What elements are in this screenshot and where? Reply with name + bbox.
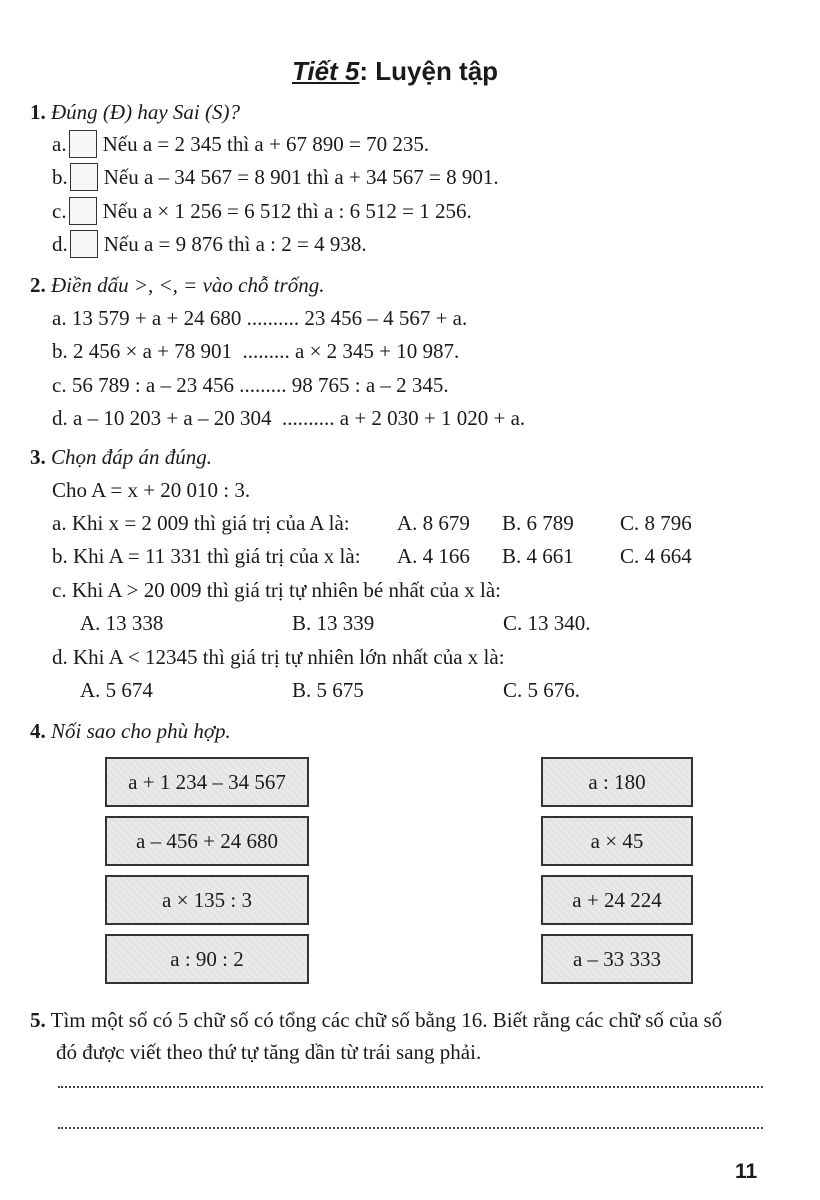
q2-item-label: b. — [52, 339, 68, 363]
q1-item-b — [52, 165, 499, 193]
page-title — [0, 56, 790, 87]
q3-prompt: Chọn đáp án đúng. — [51, 445, 213, 469]
answer-line-2[interactable] — [58, 1127, 763, 1129]
q2-item-c — [52, 373, 449, 398]
match-left-3[interactable]: a × 135 : 3 — [105, 875, 309, 925]
q2-item-label: a. — [52, 306, 67, 330]
q3-given: Cho A = x + 20 010 : 3. — [52, 478, 251, 502]
q2-item-label: c. — [52, 373, 67, 397]
q2-prompt: Điền dấu >, <, = vào chỗ trống. — [51, 273, 325, 297]
q3-b-option-a[interactable]: A. 4 166 — [397, 544, 470, 568]
answer-box[interactable] — [70, 163, 98, 191]
q1-item-label: d. — [52, 232, 68, 256]
q3-heading — [30, 445, 212, 470]
answer-box[interactable] — [69, 197, 97, 225]
q1-item-d — [52, 232, 367, 260]
q5-line1 — [30, 1008, 722, 1033]
q2-item-d — [52, 406, 525, 431]
match-right-1[interactable]: a : 180 — [541, 757, 693, 807]
q5-text-1: Tìm một số có 5 chữ số có tổng các chữ số bằng 16. Biết rằng các chữ số của số — [50, 1008, 723, 1032]
q2-left-expr: 13 579 + a + 24 680 — [71, 306, 242, 330]
q3-c-option-c[interactable]: C. 13 340. — [503, 611, 591, 635]
lesson-name: : Luyện tập — [359, 56, 499, 86]
q3-c-text: c. Khi A > 20 009 thì giá trị tự nhiên bé nhất của x là: — [52, 578, 501, 602]
q3-a-option-b[interactable]: B. 6 789 — [502, 511, 574, 535]
q3-b-option-c[interactable]: C. 4 664 — [620, 544, 692, 568]
q1-item-text: Nếu a × 1 256 = 6 512 thì a : 6 512 = 1 256. — [102, 199, 472, 223]
match-right-3[interactable]: a + 24 224 — [541, 875, 693, 925]
q2-right-expr: a × 2 345 + 10 987. — [295, 339, 460, 363]
answer-box[interactable] — [69, 130, 97, 158]
q2-right-expr: a + 2 030 + 1 020 + a. — [339, 406, 526, 430]
match-left-2[interactable]: a – 456 + 24 680 — [105, 816, 309, 866]
q1-item-a — [52, 132, 429, 160]
q3-d-option-b[interactable]: B. 5 675 — [292, 678, 364, 702]
q4-prompt: Nối sao cho phù hợp. — [51, 719, 231, 743]
q3-b-option-b[interactable]: B. 4 661 — [502, 544, 574, 568]
q3-d-option-a[interactable]: A. 5 674 — [80, 678, 153, 702]
q3-a-option-a[interactable]: A. 8 679 — [397, 511, 470, 535]
q3-a-text: a. Khi x = 2 009 thì giá trị của A là: — [52, 511, 350, 535]
match-right-2[interactable]: a × 45 — [541, 816, 693, 866]
q2-item-a — [52, 306, 467, 331]
q1-heading — [30, 100, 240, 125]
page-number: 11 — [735, 1160, 758, 1183]
q1-prompt: Đúng (Đ) hay Sai (S)? — [51, 100, 240, 124]
answer-box[interactable] — [70, 230, 98, 258]
fill-blank[interactable]: ......... — [239, 373, 287, 397]
q2-left-expr: 56 789 : a – 23 456 — [71, 373, 234, 397]
q4-heading — [30, 719, 231, 744]
q3-b-text: b. Khi A = 11 331 thì giá trị của x là: — [52, 544, 361, 568]
q2-right-expr: 98 765 : a – 2 345. — [291, 373, 449, 397]
q1-item-c — [52, 199, 472, 227]
q2-left-expr: 2 456 × a + 78 901 — [73, 339, 233, 363]
q2-number: 2. — [30, 273, 46, 297]
q2-right-expr: 23 456 – 4 567 + a. — [304, 306, 468, 330]
match-left-4[interactable]: a : 90 : 2 — [105, 934, 309, 984]
fill-blank[interactable]: .......... — [282, 406, 335, 430]
q3-c-option-b[interactable]: B. 13 339 — [292, 611, 375, 635]
q1-item-text: Nếu a = 9 876 thì a : 2 = 4 938. — [103, 232, 367, 256]
q5-number: 5. — [30, 1008, 46, 1032]
q3-number: 3. — [30, 445, 46, 469]
q5-line2: đó được viết theo thứ tự tăng dần từ trái sang phải. — [56, 1040, 482, 1064]
q3-c-option-a[interactable]: A. 13 338 — [80, 611, 164, 635]
q1-number: 1. — [30, 100, 46, 124]
match-left-1[interactable]: a + 1 234 – 34 567 — [105, 757, 309, 807]
lesson-label: Tiết 5 — [291, 56, 360, 86]
q4-number: 4. — [30, 719, 46, 743]
q2-left-expr: a – 10 203 + a – 20 304 — [73, 406, 272, 430]
q1-item-label: c. — [52, 199, 67, 223]
q1-item-label: b. — [52, 165, 68, 189]
q3-d-text: d. Khi A < 12345 thì giá trị tự nhiên lớn nhất của x là: — [52, 645, 505, 669]
match-right-4[interactable]: a – 33 333 — [541, 934, 693, 984]
q1-item-text: Nếu a = 2 345 thì a + 67 890 = 70 235. — [102, 132, 430, 156]
q3-d-option-c[interactable]: C. 5 676. — [503, 678, 581, 702]
q1-item-text: Nếu a – 34 567 = 8 901 thì a + 34 567 = 8 901. — [103, 165, 499, 189]
q2-item-label: d. — [52, 406, 68, 430]
q3-a-option-c[interactable]: C. 8 796 — [620, 511, 692, 535]
answer-line-1[interactable] — [58, 1086, 763, 1088]
fill-blank[interactable]: ......... — [242, 339, 290, 363]
fill-blank[interactable]: .......... — [246, 306, 300, 330]
q2-heading — [30, 273, 324, 298]
q1-item-label: a. — [52, 132, 67, 156]
q2-item-b — [52, 339, 459, 364]
